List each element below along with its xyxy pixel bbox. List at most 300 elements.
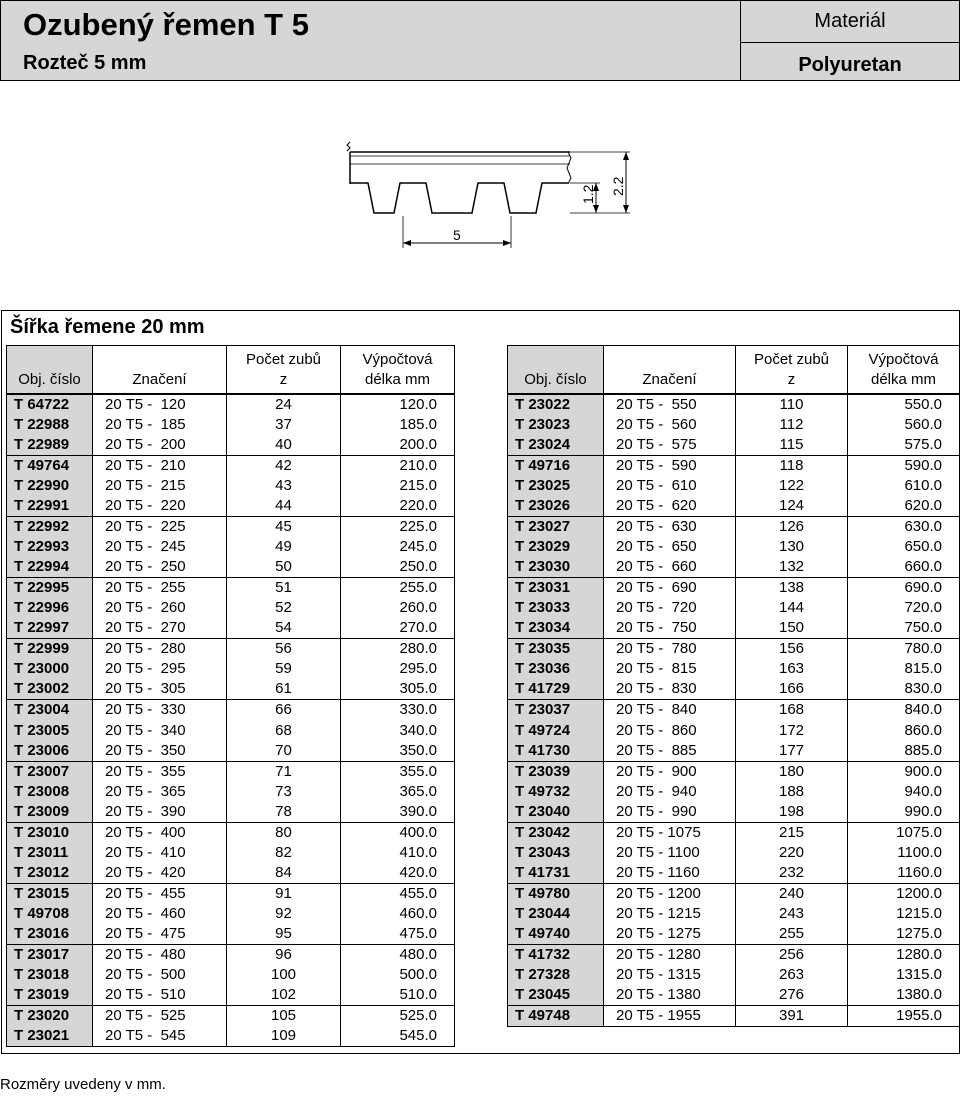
table-row	[508, 679, 960, 700]
table-row	[7, 985, 455, 1006]
length-cell: 545.0	[341, 1026, 455, 1047]
length-cell: 245.0	[341, 537, 455, 557]
length-cell: 400.0	[341, 822, 455, 843]
teeth-cell: 37	[227, 415, 341, 435]
order-number-cell: T 49764	[7, 455, 93, 476]
teeth-cell: 240	[736, 884, 848, 905]
table-row	[508, 537, 960, 557]
order-number-cell: T 22993	[7, 537, 93, 557]
length-cell: 295.0	[341, 659, 455, 679]
length-cell: 280.0	[341, 639, 455, 660]
order-number-cell: T 23044	[508, 904, 604, 924]
designation-cell: 20 T5 - 295	[93, 659, 227, 679]
order-number-cell: T 23022	[508, 394, 604, 415]
designation-cell: 20 T5 - 260	[93, 598, 227, 618]
teeth-cell: 138	[736, 578, 848, 599]
order-number-cell: T 23015	[7, 884, 93, 905]
teeth-cell: 150	[736, 618, 848, 639]
teeth-cell: 180	[736, 761, 848, 782]
order-number-cell: T 23035	[508, 639, 604, 660]
length-cell: 1200.0	[848, 884, 960, 905]
teeth-cell: 126	[736, 516, 848, 537]
table-row	[508, 578, 960, 599]
material-divider	[741, 42, 959, 43]
teeth-cell: 166	[736, 679, 848, 700]
teeth-cell: 118	[736, 455, 848, 476]
designation-cell: 20 T5 - 885	[604, 741, 736, 762]
designation-cell: 20 T5 - 630	[604, 516, 736, 537]
designation-cell: 20 T5 - 355	[93, 761, 227, 782]
table-row	[7, 679, 455, 700]
order-number-cell: T 23020	[7, 1006, 93, 1027]
order-number-cell: T 23002	[7, 679, 93, 700]
order-number-cell: T 23042	[508, 822, 604, 843]
length-cell: 860.0	[848, 720, 960, 740]
teeth-cell: 91	[227, 884, 341, 905]
designation-cell: 20 T5 - 1280	[604, 945, 736, 966]
designation-cell: 20 T5 - 305	[93, 679, 227, 700]
designation-cell: 20 T5 - 1955	[604, 1006, 736, 1027]
col-teeth: Počet zubů z	[736, 346, 848, 394]
order-number-cell: T 23030	[508, 557, 604, 578]
teeth-cell: 243	[736, 904, 848, 924]
designation-cell: 20 T5 - 225	[93, 516, 227, 537]
designation-cell: 20 T5 - 420	[93, 863, 227, 884]
order-number-cell: T 22994	[7, 557, 93, 578]
designation-cell: 20 T5 - 900	[604, 761, 736, 782]
teeth-cell: 59	[227, 659, 341, 679]
teeth-cell: 102	[227, 985, 341, 1006]
table-row	[508, 639, 960, 660]
belt-table-right	[507, 345, 960, 1027]
footnote: Rozměry uvedeny v mm.	[0, 1076, 166, 1093]
header-material-box	[741, 0, 960, 81]
table-row	[508, 924, 960, 945]
order-number-cell: T 22988	[7, 415, 93, 435]
table-row	[508, 435, 960, 456]
teeth-cell: 220	[736, 843, 848, 863]
table-row	[508, 598, 960, 618]
designation-cell: 20 T5 - 350	[93, 741, 227, 762]
table-row	[7, 516, 455, 537]
order-number-cell: T 23031	[508, 578, 604, 599]
order-number-cell: T 49740	[508, 924, 604, 945]
order-number-cell: T 22995	[7, 578, 93, 599]
teeth-cell: 163	[736, 659, 848, 679]
table-row	[508, 741, 960, 762]
designation-cell: 20 T5 - 830	[604, 679, 736, 700]
table-row	[508, 557, 960, 578]
table-row	[7, 741, 455, 762]
teeth-cell: 115	[736, 435, 848, 456]
table-row	[508, 659, 960, 679]
teeth-cell: 66	[227, 700, 341, 721]
designation-cell: 20 T5 - 720	[604, 598, 736, 618]
designation-cell: 20 T5 - 590	[604, 455, 736, 476]
total-height-label: 2.2	[610, 176, 626, 196]
order-number-cell: T 23021	[7, 1026, 93, 1047]
table-row	[7, 965, 455, 985]
order-number-cell: T 22989	[7, 435, 93, 456]
length-cell: 475.0	[341, 924, 455, 945]
teeth-cell: 198	[736, 802, 848, 823]
designation-cell: 20 T5 - 525	[93, 1006, 227, 1027]
order-number-cell: T 22990	[7, 476, 93, 496]
order-number-cell: T 23009	[7, 802, 93, 823]
teeth-cell: 96	[227, 945, 341, 966]
teeth-cell: 130	[736, 537, 848, 557]
designation-cell: 20 T5 - 545	[93, 1026, 227, 1047]
designation-cell: 20 T5 - 400	[93, 822, 227, 843]
teeth-cell: 50	[227, 557, 341, 578]
table-row	[7, 496, 455, 517]
length-cell: 250.0	[341, 557, 455, 578]
designation-cell: 20 T5 - 250	[93, 557, 227, 578]
order-number-cell: T 23000	[7, 659, 93, 679]
designation-cell: 20 T5 - 185	[93, 415, 227, 435]
designation-cell: 20 T5 - 1075	[604, 822, 736, 843]
table-row	[7, 720, 455, 740]
teeth-cell: 43	[227, 476, 341, 496]
designation-cell: 20 T5 - 500	[93, 965, 227, 985]
table-row	[508, 863, 960, 884]
designation-cell: 20 T5 - 120	[93, 394, 227, 415]
table-row	[7, 863, 455, 884]
table-row	[508, 455, 960, 476]
table-row	[508, 965, 960, 985]
teeth-cell: 100	[227, 965, 341, 985]
length-cell: 780.0	[848, 639, 960, 660]
col-order-number: Obj. číslo	[508, 346, 604, 394]
length-cell: 305.0	[341, 679, 455, 700]
designation-cell: 20 T5 - 280	[93, 639, 227, 660]
designation-cell: 20 T5 - 575	[604, 435, 736, 456]
table-row	[7, 537, 455, 557]
teeth-cell: 132	[736, 557, 848, 578]
order-number-cell: T 23018	[7, 965, 93, 985]
order-number-cell: T 41730	[508, 741, 604, 762]
length-cell: 510.0	[341, 985, 455, 1006]
table-row	[7, 618, 455, 639]
table-row	[508, 394, 960, 415]
col-designation: Značení	[604, 346, 736, 394]
length-cell: 270.0	[341, 618, 455, 639]
teeth-cell: 44	[227, 496, 341, 517]
designation-cell: 20 T5 - 365	[93, 782, 227, 802]
table-row	[508, 761, 960, 782]
length-cell: 1315.0	[848, 965, 960, 985]
order-number-cell: T 49748	[508, 1006, 604, 1027]
length-cell: 750.0	[848, 618, 960, 639]
length-cell: 120.0	[341, 394, 455, 415]
length-cell: 455.0	[341, 884, 455, 905]
table-row	[7, 945, 455, 966]
teeth-cell: 256	[736, 945, 848, 966]
length-cell: 200.0	[341, 435, 455, 456]
table-row	[7, 476, 455, 496]
length-cell: 990.0	[848, 802, 960, 823]
length-cell: 1075.0	[848, 822, 960, 843]
length-cell: 660.0	[848, 557, 960, 578]
table-row	[7, 843, 455, 863]
teeth-cell: 71	[227, 761, 341, 782]
teeth-cell: 42	[227, 455, 341, 476]
material-value: Polyuretan	[798, 54, 902, 76]
length-cell: 575.0	[848, 435, 960, 456]
length-cell: 1160.0	[848, 863, 960, 884]
table-row	[7, 557, 455, 578]
order-number-cell: T 22999	[7, 639, 93, 660]
teeth-cell: 54	[227, 618, 341, 639]
table-row	[7, 435, 455, 456]
length-cell: 215.0	[341, 476, 455, 496]
length-cell: 1275.0	[848, 924, 960, 945]
table-row	[508, 700, 960, 721]
order-number-cell: T 23036	[508, 659, 604, 679]
designation-cell: 20 T5 - 660	[604, 557, 736, 578]
length-cell: 630.0	[848, 516, 960, 537]
teeth-cell: 188	[736, 782, 848, 802]
order-number-cell: T 23043	[508, 843, 604, 863]
teeth-cell: 177	[736, 741, 848, 762]
table-row	[7, 1026, 455, 1047]
teeth-cell: 78	[227, 802, 341, 823]
length-cell: 350.0	[341, 741, 455, 762]
designation-cell: 20 T5 - 750	[604, 618, 736, 639]
order-number-cell: T 23045	[508, 985, 604, 1006]
order-number-cell: T 49732	[508, 782, 604, 802]
table-header-row	[7, 346, 455, 394]
order-number-cell: T 23011	[7, 843, 93, 863]
teeth-cell: 105	[227, 1006, 341, 1027]
length-cell: 390.0	[341, 802, 455, 823]
order-number-cell: T 49708	[7, 904, 93, 924]
order-number-cell: T 41732	[508, 945, 604, 966]
order-number-cell: T 23005	[7, 720, 93, 740]
order-number-cell: T 49780	[508, 884, 604, 905]
designation-cell: 20 T5 - 610	[604, 476, 736, 496]
table-row	[508, 496, 960, 517]
designation-cell: 20 T5 - 480	[93, 945, 227, 966]
table-row	[508, 945, 960, 966]
order-number-cell: T 23016	[7, 924, 93, 945]
designation-cell: 20 T5 - 1215	[604, 904, 736, 924]
pitch-dimension-label: 5	[453, 227, 461, 243]
table-body-left	[7, 394, 455, 1047]
designation-cell: 20 T5 - 200	[93, 435, 227, 456]
table-row	[7, 904, 455, 924]
col-length: Výpočtová délka mm	[848, 346, 960, 394]
order-number-cell: T 23007	[7, 761, 93, 782]
length-cell: 720.0	[848, 598, 960, 618]
teeth-cell: 24	[227, 394, 341, 415]
length-cell: 330.0	[341, 700, 455, 721]
length-cell: 610.0	[848, 476, 960, 496]
teeth-cell: 84	[227, 863, 341, 884]
designation-cell: 20 T5 - 550	[604, 394, 736, 415]
designation-cell: 20 T5 - 475	[93, 924, 227, 945]
length-cell: 885.0	[848, 741, 960, 762]
section-title: Šířka řemene 20 mm	[10, 316, 205, 338]
order-number-cell: T 22997	[7, 618, 93, 639]
length-cell: 365.0	[341, 782, 455, 802]
length-cell: 830.0	[848, 679, 960, 700]
designation-cell: 20 T5 - 1160	[604, 863, 736, 884]
teeth-cell: 109	[227, 1026, 341, 1047]
teeth-cell: 263	[736, 965, 848, 985]
length-cell: 525.0	[341, 1006, 455, 1027]
teeth-cell: 124	[736, 496, 848, 517]
table-row	[7, 598, 455, 618]
teeth-cell: 70	[227, 741, 341, 762]
order-number-cell: T 41729	[508, 679, 604, 700]
teeth-cell: 144	[736, 598, 848, 618]
length-cell: 460.0	[341, 904, 455, 924]
length-cell: 1280.0	[848, 945, 960, 966]
length-cell: 1380.0	[848, 985, 960, 1006]
table-row	[7, 455, 455, 476]
length-cell: 210.0	[341, 455, 455, 476]
belt-profile-diagram	[330, 138, 650, 258]
col-length: Výpočtová délka mm	[341, 346, 455, 394]
table-row	[7, 700, 455, 721]
table-row	[7, 1006, 455, 1027]
table-row	[7, 639, 455, 660]
order-number-cell: T 23029	[508, 537, 604, 557]
table-row	[508, 802, 960, 823]
teeth-cell: 45	[227, 516, 341, 537]
belt-table-left	[6, 345, 455, 1047]
col-designation: Značení	[93, 346, 227, 394]
teeth-cell: 215	[736, 822, 848, 843]
order-number-cell: T 23010	[7, 822, 93, 843]
table-row	[508, 822, 960, 843]
table-row	[7, 884, 455, 905]
length-cell: 185.0	[341, 415, 455, 435]
designation-cell: 20 T5 - 410	[93, 843, 227, 863]
teeth-cell: 82	[227, 843, 341, 863]
order-number-cell: T 23039	[508, 761, 604, 782]
designation-cell: 20 T5 - 330	[93, 700, 227, 721]
page-subtitle: Rozteč 5 mm	[23, 52, 147, 74]
designation-cell: 20 T5 - 270	[93, 618, 227, 639]
table-row	[508, 720, 960, 740]
teeth-cell: 61	[227, 679, 341, 700]
designation-cell: 20 T5 - 940	[604, 782, 736, 802]
table-row	[508, 782, 960, 802]
length-cell: 410.0	[341, 843, 455, 863]
material-label: Materiál	[814, 10, 886, 32]
col-order-number: Obj. číslo	[7, 346, 93, 394]
order-number-cell: T 23040	[508, 802, 604, 823]
designation-cell: 20 T5 - 1275	[604, 924, 736, 945]
teeth-cell: 276	[736, 985, 848, 1006]
order-number-cell: T 23027	[508, 516, 604, 537]
length-cell: 355.0	[341, 761, 455, 782]
length-cell: 620.0	[848, 496, 960, 517]
teeth-cell: 95	[227, 924, 341, 945]
length-cell: 650.0	[848, 537, 960, 557]
header-title-box	[0, 0, 741, 81]
order-number-cell: T 22996	[7, 598, 93, 618]
designation-cell: 20 T5 - 815	[604, 659, 736, 679]
table-row	[7, 802, 455, 823]
length-cell: 225.0	[341, 516, 455, 537]
designation-cell: 20 T5 - 990	[604, 802, 736, 823]
table-row	[7, 659, 455, 679]
length-cell: 1100.0	[848, 843, 960, 863]
table-row	[508, 843, 960, 863]
table-row	[7, 822, 455, 843]
table-row	[508, 1006, 960, 1027]
table-row	[7, 578, 455, 599]
order-number-cell: T 23008	[7, 782, 93, 802]
table-row	[7, 924, 455, 945]
order-number-cell: T 41731	[508, 863, 604, 884]
table-header-row	[508, 346, 960, 394]
length-cell: 900.0	[848, 761, 960, 782]
teeth-cell: 255	[736, 924, 848, 945]
order-number-cell: T 23023	[508, 415, 604, 435]
teeth-cell: 52	[227, 598, 341, 618]
teeth-cell: 51	[227, 578, 341, 599]
table-row	[508, 516, 960, 537]
designation-cell: 20 T5 - 560	[604, 415, 736, 435]
order-number-cell: T 23006	[7, 741, 93, 762]
teeth-cell: 56	[227, 639, 341, 660]
designation-cell: 20 T5 - 1200	[604, 884, 736, 905]
teeth-cell: 110	[736, 394, 848, 415]
length-cell: 590.0	[848, 455, 960, 476]
length-cell: 340.0	[341, 720, 455, 740]
designation-cell: 20 T5 - 210	[93, 455, 227, 476]
teeth-cell: 232	[736, 863, 848, 884]
designation-cell: 20 T5 - 650	[604, 537, 736, 557]
teeth-cell: 40	[227, 435, 341, 456]
designation-cell: 20 T5 - 460	[93, 904, 227, 924]
table-row	[7, 782, 455, 802]
order-number-cell: T 23037	[508, 700, 604, 721]
col-teeth: Počet zubů z	[227, 346, 341, 394]
order-number-cell: T 23034	[508, 618, 604, 639]
teeth-cell: 156	[736, 639, 848, 660]
order-number-cell: T 64722	[7, 394, 93, 415]
table-row	[7, 394, 455, 415]
length-cell: 840.0	[848, 700, 960, 721]
length-cell: 220.0	[341, 496, 455, 517]
table-row	[508, 415, 960, 435]
table-body-right	[508, 394, 960, 1027]
designation-cell: 20 T5 - 1100	[604, 843, 736, 863]
designation-cell: 20 T5 - 220	[93, 496, 227, 517]
teeth-cell: 391	[736, 1006, 848, 1027]
length-cell: 260.0	[341, 598, 455, 618]
designation-cell: 20 T5 - 510	[93, 985, 227, 1006]
teeth-cell: 172	[736, 720, 848, 740]
order-number-cell: T 23004	[7, 700, 93, 721]
designation-cell: 20 T5 - 840	[604, 700, 736, 721]
length-cell: 690.0	[848, 578, 960, 599]
designation-cell: 20 T5 - 1380	[604, 985, 736, 1006]
designation-cell: 20 T5 - 780	[604, 639, 736, 660]
designation-cell: 20 T5 - 860	[604, 720, 736, 740]
designation-cell: 20 T5 - 1315	[604, 965, 736, 985]
teeth-cell: 122	[736, 476, 848, 496]
page-title: Ozubený řemen T 5	[23, 7, 309, 42]
length-cell: 255.0	[341, 578, 455, 599]
order-number-cell: T 49716	[508, 455, 604, 476]
teeth-cell: 92	[227, 904, 341, 924]
